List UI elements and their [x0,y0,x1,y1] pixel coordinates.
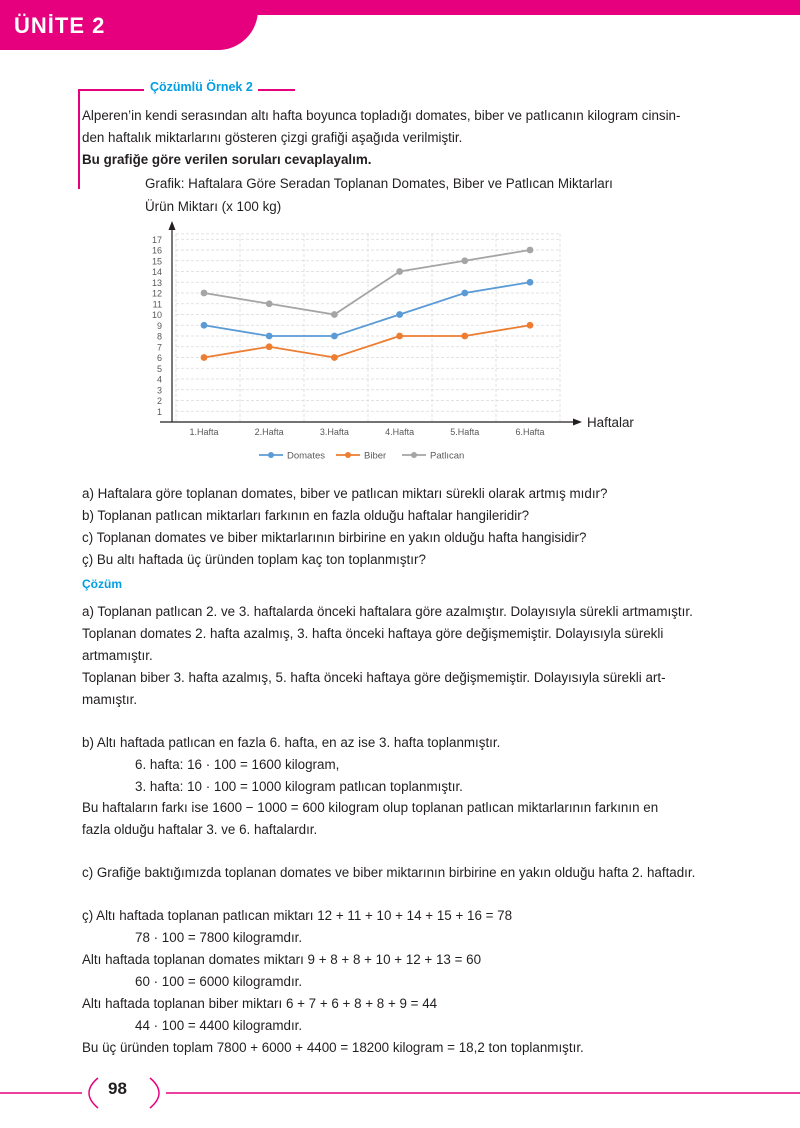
solution-b-line1: b) Altı haftada patlıcan en fazla 6. hafta, en az ise 3. hafta toplanmıştır. [82,735,501,750]
y-tick-label: 3 [156,385,162,396]
data-point-biber [201,354,208,361]
solution-d-line4: 60 · 100 = 6000 kilogramdır. [135,974,303,989]
question-d: ç) Bu altı haftada üç üründen toplam kaç ton toplanmıştır? [82,552,426,567]
y-tick-label: 10 [151,310,162,320]
y-tick-label: 5 [156,363,162,374]
solution-title: Çözüm [82,577,122,591]
series-line-biber [204,325,530,357]
y-axis-arrow-icon [169,221,176,230]
solution-d-line7: Bu üç üründen toplam 7800 + 6000 + 4400 = 18200 kilogram = 18,2 ton toplanmıştır. [82,1040,584,1055]
x-tick-label: 3.Hafta [319,427,349,437]
example-title: Çözümlü Örnek 2 [150,80,253,94]
y-tick-label: 14 [151,267,162,277]
legend-marker-domates [268,452,274,458]
y-tick-label: 12 [151,288,162,299]
solution-a-line5: mamıştır. [82,692,138,707]
solution-d-line5: Altı haftada toplanan biber miktarı 6 + 7 + 6 + 8 + 8 + 9 = 44 [82,996,438,1011]
solution-a-line3: artmamıştır. [82,648,153,663]
unit-label: ÜNİTE 2 [14,13,106,38]
data-point-patl-can [266,300,273,307]
data-point-patl-can [527,247,534,254]
data-point-patl-can [331,311,338,318]
data-point-domates [266,333,273,340]
example-intro-line1: Alperen’in kendi serasından altı hafta boyunca topladığı domates, biber ve patlıcanın kilogram cinsin- [82,108,681,123]
data-point-biber [527,322,534,329]
legend-label-domates: Domates [287,450,326,462]
chart-title: Grafik: Haftalara Göre Seradan Toplanan Domates, Biber ve Patlıcan Miktarları [145,176,613,191]
data-point-domates [331,333,338,340]
data-point-patl-can [201,290,208,297]
question-a: a) Haftalara göre toplanan domates, biber ve patlıcan miktarı sürekli olarak artmış mıdır? [82,486,608,501]
data-point-biber [331,354,338,361]
y-tick-label: 1 [156,406,162,417]
y-tick-label: 16 [151,245,162,256]
y-tick-label: 9 [156,320,162,331]
solution-d-line3: Altı haftada toplanan domates miktarı 9 + 8 + 8 + 10 + 12 + 13 = 60 [82,952,482,967]
y-tick-label: 2 [156,396,162,406]
chart-legend [259,451,464,462]
solution-a-line1: a) Toplanan patlıcan 2. ve 3. haftalarda önceki haftalara göre azalmıştır. Dolayısıyla sürekli artmamıştır. [82,604,693,619]
solution-a-line2: Toplanan domates 2. hafta azalmış, 3. hafta önceki haftaya göre değişmemiştir. Dolayısıyla sürekli [82,626,664,641]
legend-marker-biber [345,452,351,458]
y-tick-label: 4 [156,374,162,385]
solution-b-line2: 6. hafta: 16 · 100 = 1600 kilogram, [135,757,340,772]
solution-c-line1: c) Grafiğe baktığımızda toplanan domates ve biber miktarının birbirine en yakın olduğu hafta 2. haftadır. [82,865,696,880]
solution-a-line4: Toplanan biber 3. hafta azalmış, 5. hafta önceki haftaya göre değişmemiştir. Dolayısıyla sürekli art- [82,670,666,685]
solution-d-line6: 44 · 100 = 4400 kilogramdır. [135,1018,303,1033]
solution-d-line1: ç) Altı haftada toplanan patlıcan miktarı 12 + 11 + 10 + 14 + 15 + 16 = 78 [82,908,513,923]
series-line-domates [204,282,530,336]
chart-grid [176,234,560,422]
data-point-biber [396,333,403,340]
x-tick-label: 2.Hafta [254,427,284,437]
x-axis-arrow-icon [573,419,582,426]
data-point-domates [201,322,208,329]
y-tick-label: 15 [151,256,162,267]
x-tick-label: 5.Hafta [450,427,480,437]
y-tick-label: 17 [151,234,162,245]
x-axis-label: Haftalar [587,415,634,430]
x-tick-label: 4.Hafta [385,427,415,437]
data-point-biber [266,343,273,350]
chart-ylabel: Ürün Miktarı (x 100 kg) [145,199,282,214]
data-point-domates [396,311,403,318]
question-c: c) Toplanan domates ve biber miktarlarının birbirine en yakın olduğu hafta hangisidir? [82,530,587,545]
solution-b-line3: 3. hafta: 10 · 100 = 1000 kilogram patlıcan toplanmıştır. [135,779,463,794]
legend-label-biber: Biber [364,450,387,462]
x-tick-label: 6.Hafta [515,427,545,437]
data-point-biber [461,333,468,340]
solution-b-line5: fazla olduğu haftalar 3. ve 6. haftalardır. [82,822,318,837]
question-b: b) Toplanan patlıcan miktarları farkının en fazla olduğu haftalar hangileridir? [82,508,530,523]
data-point-domates [527,279,534,286]
y-tick-label: 7 [156,342,162,353]
y-tick-label: 8 [156,331,162,342]
x-tick-label: 1.Hafta [189,427,219,437]
legend-marker-patl-can [411,452,417,458]
page-number: 98 [108,1079,127,1098]
solution-d-line2: 78 · 100 = 7800 kilogramdır. [135,930,303,945]
y-tick-label: 6 [156,353,162,363]
example-instruction: Bu grafiğe göre verilen soruları cevaplayalım. [82,152,372,167]
y-tick-label: 13 [151,277,162,288]
data-point-patl-can [396,268,403,275]
data-point-patl-can [461,257,468,264]
data-point-domates [461,290,468,297]
example-intro-line2: den haftalık miktarlarını gösteren çizgi grafiği aşağıda verilmiştir. [82,130,463,145]
legend-label-patl-can: Patlıcan [430,450,465,462]
y-tick-label: 11 [152,299,162,310]
solution-b-line4: Bu haftaların farkı ise 1600 − 1000 = 600 kilogram olup toplanan patlıcan miktarlarının farkının en [82,800,659,815]
